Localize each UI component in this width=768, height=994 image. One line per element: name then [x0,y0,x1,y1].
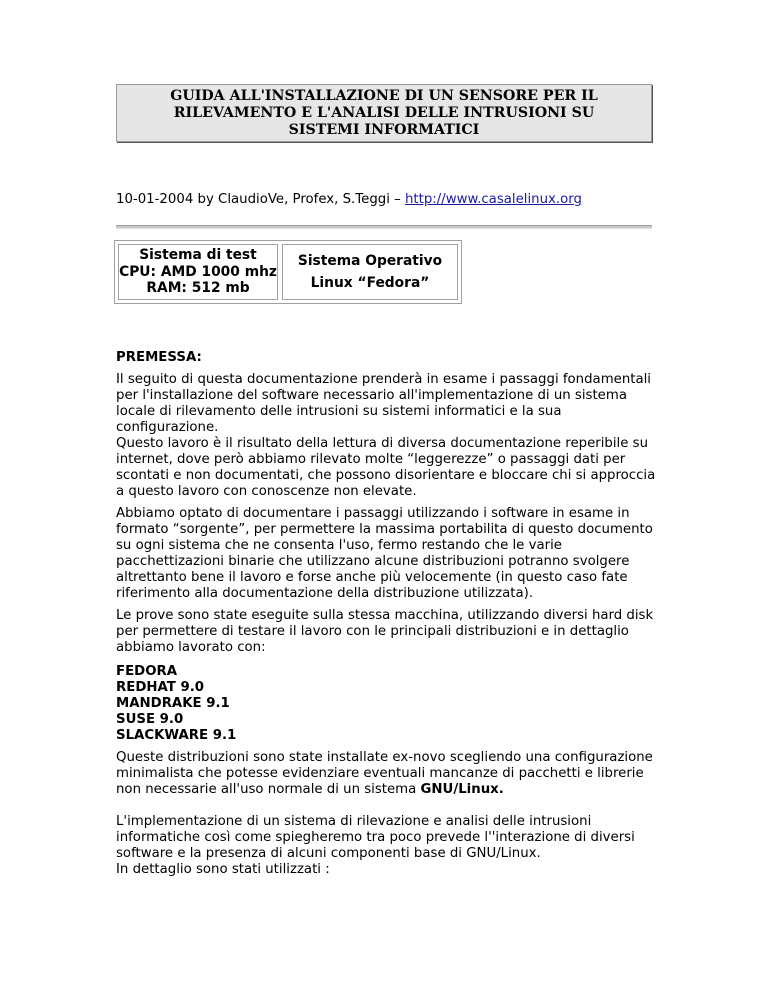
ram-spec: RAM: 512 mb [146,280,250,297]
distribution-list [116,664,656,744]
test-system-cell [118,244,278,300]
test-system-heading: Sistema di test [139,247,257,264]
document-title: GUIDA ALL'INSTALLAZIONE DI UN SENSORE PER IL RILEVAMENTO E L'ANALISI DELLE INTRUSIONI SU SISTEMI INFORMATICI [170,87,598,138]
list-item: MANDRAKE 9.1 [116,696,230,711]
paragraph: Queste distribuzioni sono state installate ex-novo scegliendo una configurazione minimalista che potesse evidenziare eventuali mancanze di pacchetti e librerie non necessarie all'uso normale di un sistema GNU/Linux. [116,750,653,797]
operating-system-cell [282,244,458,300]
byline [116,192,582,208]
paragraph: Abbiamo optato di documentare i passaggi utilizzando i software in esame in formato “sorgente”, per permettere la massima portabilita di questo documento su ogni sistema che ne consenta l'uso, fermo restando che le varie pacchettizazioni binarie che utilizzano alcune distribuzioni potranno svolgere altrettanto bene il lavoro e forse anche più velocemente (in questo caso fate riferimento alla documentazione della distribuzione utilizzata). [116,506,653,601]
list-item: SLACKWARE 9.1 [116,728,237,743]
byline-text: 10-01-2004 by ClaudioVe, Profex, S.Teggi – [116,192,405,207]
document-title-box [116,84,652,142]
paragraph: Il seguito di questa documentazione prenderà in esame i passaggi fondamentali per l'installazione del software necessario all'implementazione di un sistema locale di rilevamento delle intrusioni su sistemi informatici e la sua configurazione. Questo lavoro è il risultato della lettura di diversa documentazione reperibile su internet, dove però abbiamo rilevato molte “leggerezze” o passaggi dati per scontati e non documentati, che possono disorientare e bloccare chi si approccia a questo lavoro con conoscenze non elevate. [116,372,656,499]
list-item: SUSE 9.0 [116,712,184,727]
cpu-spec: CPU: AMD 1000 mhz [119,263,277,280]
list-item: REDHAT 9.0 [116,680,205,695]
list-item: FEDORA [116,664,178,679]
os-heading: Sistema Operativo [297,252,443,269]
website-link[interactable]: http://www.casalelinux.org [405,192,582,207]
section-heading: PREMESSA: [116,350,202,365]
os-value: Linux “Fedora” [310,275,430,291]
horizontal-divider [116,225,652,229]
paragraph: L'implementazione di un sistema di rilevazione e analisi delle intrusioni informatiche così come spiegheremo tra poco prevede l''interazione di diversi software e la presenza di alcuni componenti base di GNU/Linux. In dettaglio sono stati utilizzati : [116,814,635,877]
document-body [116,350,656,884]
paragraph: Le prove sono state eseguite sulla stessa macchina, utilizzando diversi hard disk per permettere di testare il lavoro con le principali distribuzioni e in dettaglio abbiamo lavorato con: [116,608,654,655]
test-system-table [114,240,462,304]
